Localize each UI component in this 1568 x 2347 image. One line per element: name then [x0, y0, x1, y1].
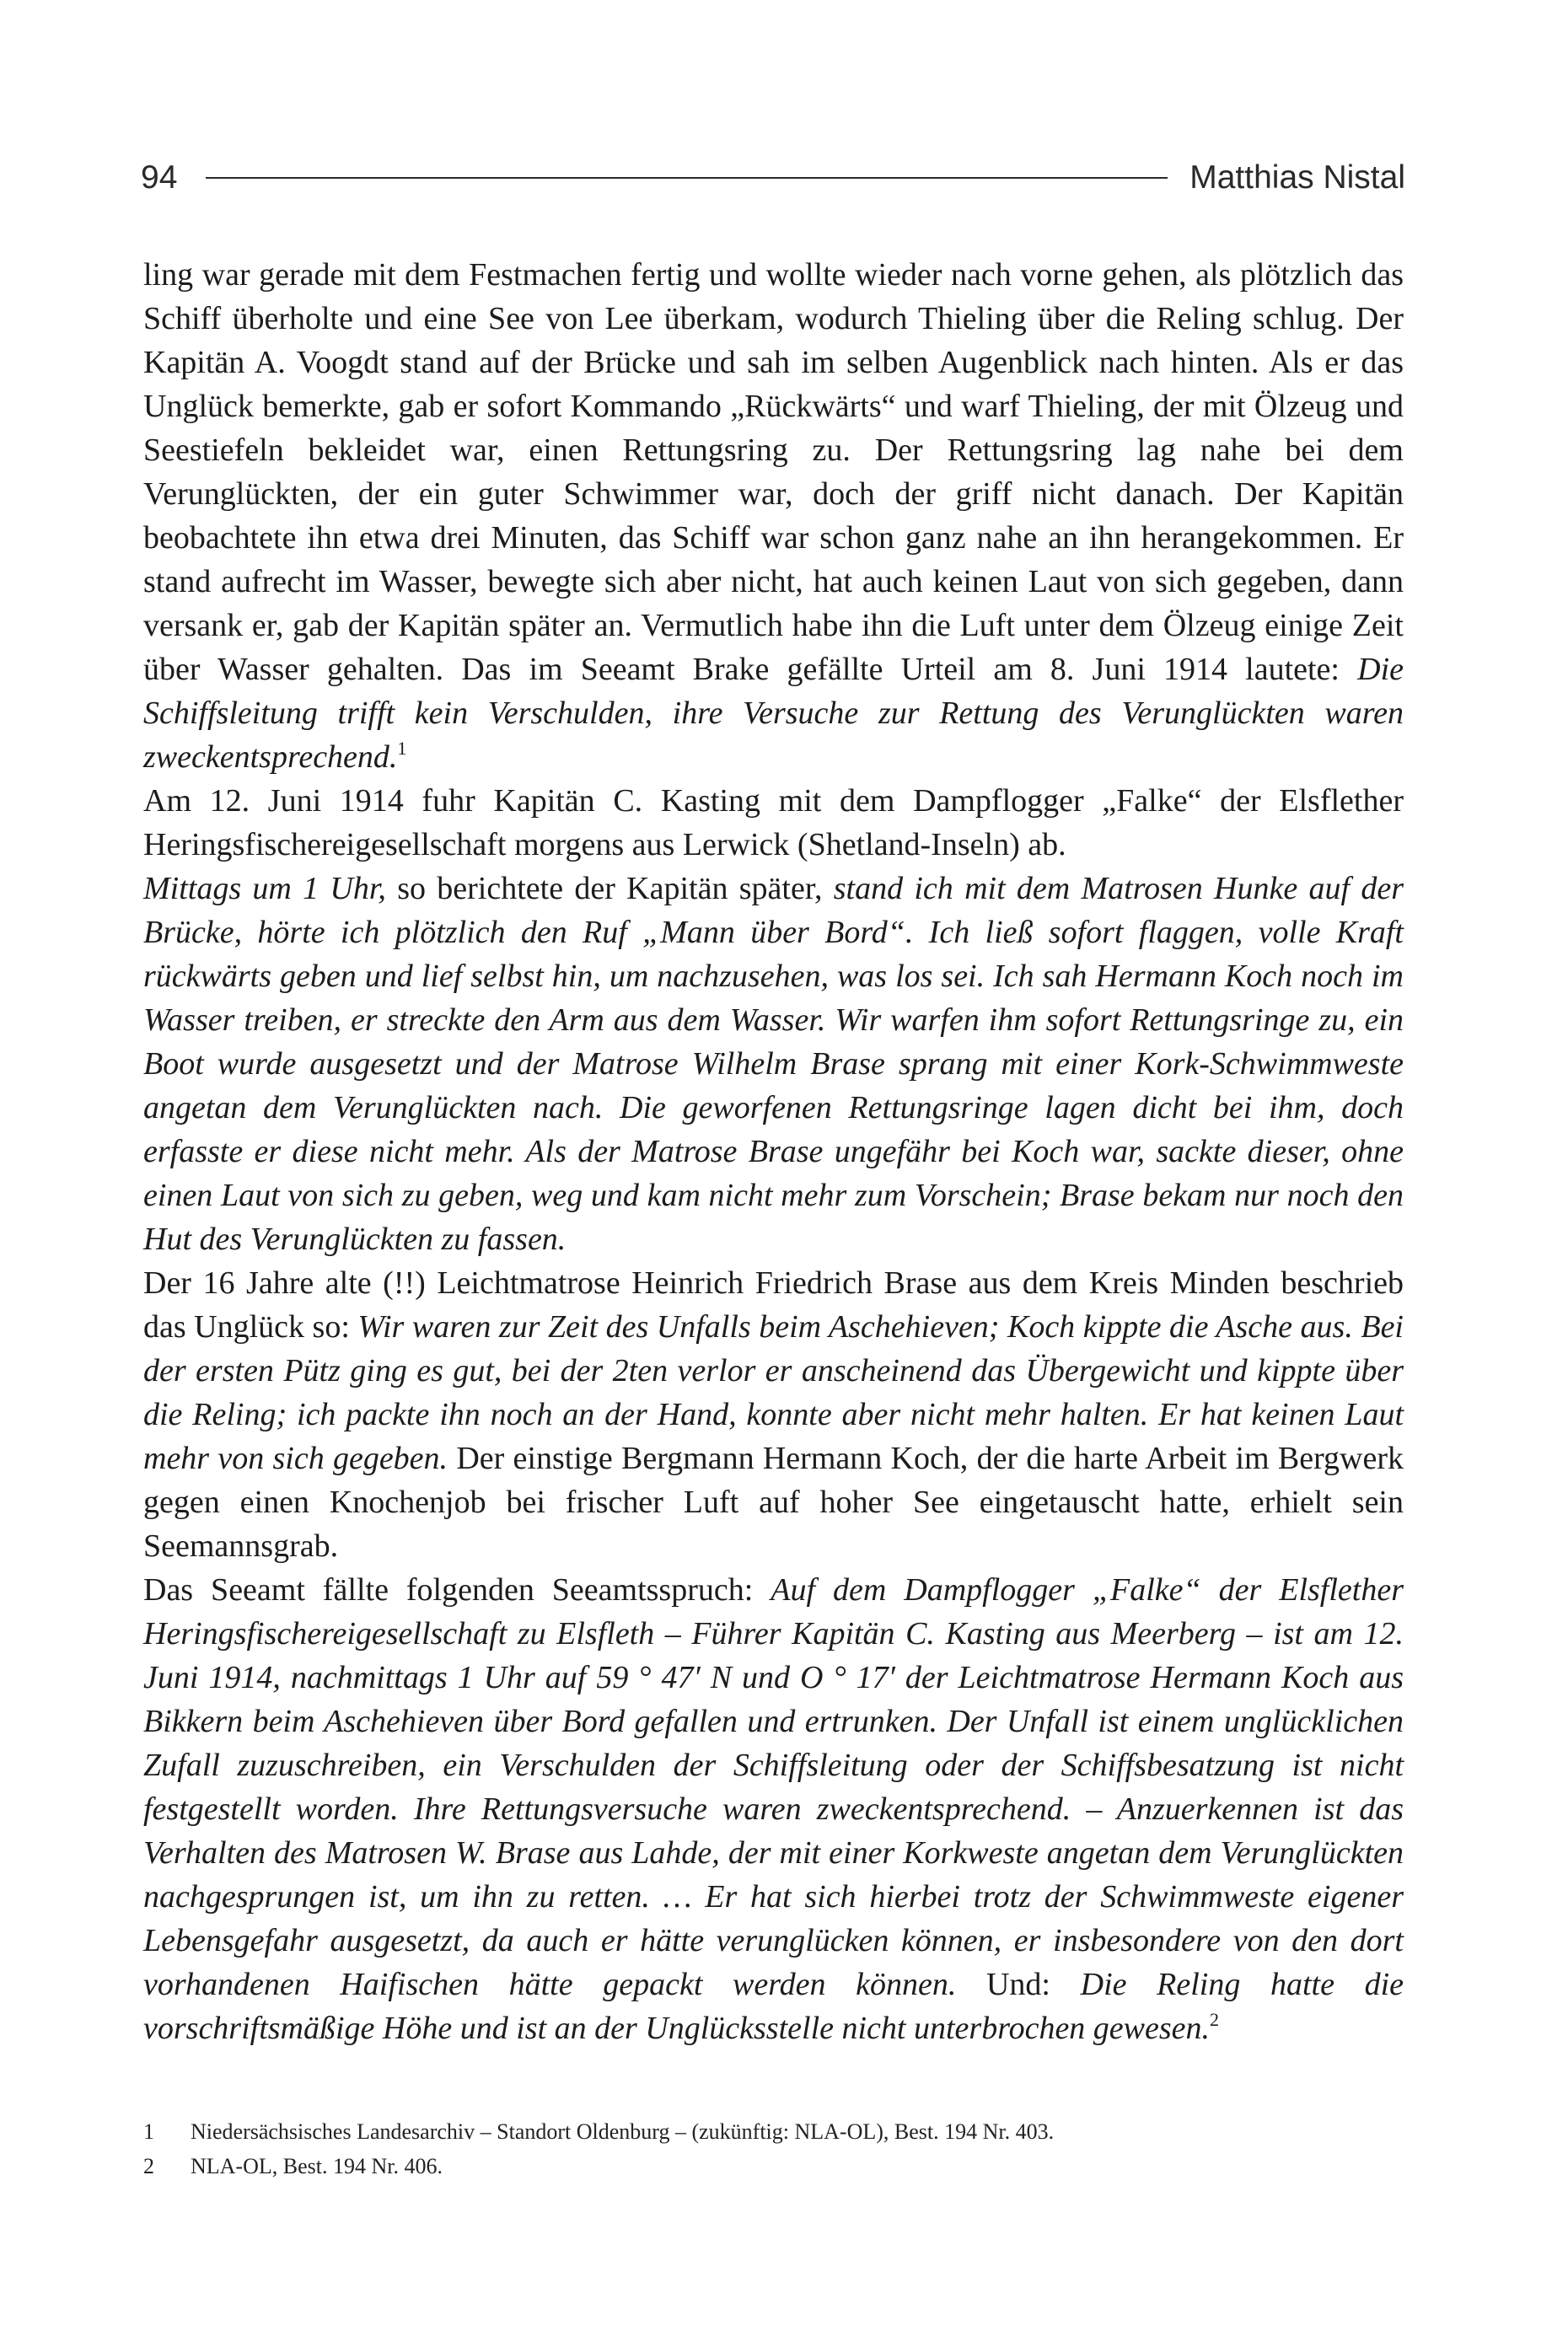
- text-run: so berichtete der Kapitän später,: [397, 871, 834, 906]
- text-run: Am 12. Juni 1914 fuhr Kapitän C. Kasting mit dem Dampflogger „Falke“ der Elsflether Heringsfischereigesellschaft morgens aus Lerwick (Shetland-Inseln) ab.: [143, 783, 1404, 862]
- text-run: ling war gerade mit dem Festmachen fertig und wollte wieder nach vorne gehen, als plötzlich das Schiff überholte und eine See von Lee überkam, wodurch Thieling über die Reling schlug. Der Kapitän A. Voogdt stand auf der Brücke und sah im selben Augenblick nach hinten. Als er das Unglück bemerkte, gab er sofort Kommando „Rückwärts“ und warf Thieling, der mit Ölzeug und Seestiefeln bekleidet war, einen Rettungsring zu. Der Rettungsring lag nahe bei dem Verunglückten, der ein guter Schwimmer war, doch der griff nicht danach. Der Kapitän beobachtete ihn etwa drei Minuten, das Schiff war schon ganz nahe an ihn herangekommen. Er stand aufrecht im Wasser, bewegte sich aber nicht, hat auch keinen Laut von sich gegeben, dann versank er, gab der Kapitän später an. Vermutlich habe ihn die Luft unter dem Ölzeug einige Zeit über Wasser gehalten. Das im Seeamt Brake gefällte Urteil am 8. Juni 1914 lautete:: [143, 257, 1404, 687]
- footnote-number: 2: [143, 2154, 154, 2178]
- footnote-ref: 1: [397, 738, 407, 759]
- paragraph: [143, 779, 1404, 867]
- footnote-text: Niedersächsisches Landesarchiv – Standort Oldenburg – (zukünftig: NLA-OL), Best. 194 Nr. 403.: [191, 2119, 1055, 2144]
- italic-quote: Auf dem Dampflogger „Falke“ der Elsflether Heringsfischereigesellschaft zu Elsfleth – Führer Kapitän C. Kasting aus Meerberg – ist am 12. Juni 1914, nachmittags 1 Uhr auf 59 ° 47′ N und O ° 17′ der Leichtmatrose Hermann Koch aus Bikkern beim Aschehieven über Bord gefallen und ertrunken. Der Unfall ist einem unglücklichen Zufall zuzuschreiben, ein Verschulden der Schiffsleitung oder der Schiffsbesatzung ist nicht festgestellt worden. Ihre Rettungsversuche waren zweckentsprechend. – Anzuerkennen ist das Verhalten des Matrosen W. Brase aus Lahde, der mit einer Korkweste angetan dem Verunglückten nachgesprungen ist, um ihn zu retten. … Er hat sich hierbei trotz der Schwimmweste eigener Lebensgefahr ausgesetzt, da auch er hätte verunglücken können, er insbesondere von den dort vorhandenen Haifischen hätte gepackt werden können.: [143, 1572, 1404, 2002]
- footnotes: [143, 2114, 1404, 2183]
- paragraph: [143, 1261, 1404, 1568]
- footnote: [143, 2114, 1404, 2149]
- header-rule: [206, 177, 1168, 179]
- italic-quote: Wir waren zur Zeit des Unfalls beim Aschehieven; Koch kippte die Asche aus. Bei der ersten Pütz ging es gut, bei der 2ten verlor er anscheinend das Übergewicht und kippte über die Reling; ich packte ihn noch an der Hand, konnte aber nicht mehr halten. Er hat keinen Laut mehr von sich gegeben.: [143, 1309, 1404, 1476]
- text-run: Und:: [956, 1967, 1081, 2002]
- paragraph: [143, 867, 1404, 1261]
- text-run: Der 16 Jahre alte (!!) Leichtmatrose Heinrich Friedrich Brase aus dem Kreis Minden beschrieb das Unglück so:: [143, 1265, 1404, 1345]
- text-run: Der einstige Bergmann Hermann Koch, der die harte Arbeit im Bergwerk gegen einen Knochenjob bei frischer Luft auf hoher See eingetauscht hatte, erhielt sein Seemannsgrab.: [143, 1441, 1404, 1564]
- running-header: [141, 148, 1405, 207]
- paragraph: [143, 1568, 1404, 2050]
- italic-quote: stand ich mit dem Matrosen Hunke auf der Brücke, hörte ich plötzlich den Ruf „Mann über Bord“. Ich ließ sofort flaggen, volle Kraft rückwärts geben und lief selbst hin, um nachzusehen, was los sei. Ich sah Hermann Koch noch im Wasser treiben, er streckte den Arm aus dem Wasser. Wir warfen ihm sofort Rettungsringe zu, ein Boot wurde ausgesetzt und der Matrose Wilhelm Brase sprang mit einer Kork-Schwimmweste angetan dem Verunglückten nach. Die geworfenen Rettungsringe lagen dicht bei ihm, doch erfasste er diese nicht mehr. Als der Matrose Brase ungefähr bei Koch war, sackte dieser, ohne einen Laut von sich zu geben, weg und kam nicht mehr zum Vorschein; Brase bekam nur noch den Hut des Verunglückten zu fassen.: [143, 871, 1404, 1257]
- footnote-text: NLA-OL, Best. 194 Nr. 406.: [191, 2154, 443, 2178]
- main-text: [143, 253, 1404, 2050]
- footnote: [143, 2149, 1404, 2183]
- paragraph: [143, 253, 1404, 779]
- italic-quote: Mittags um 1 Uhr,: [143, 871, 398, 906]
- footnote-ref: 2: [1210, 2009, 1220, 2030]
- text-run: Das Seeamt fällte folgenden Seeamtsspruch:: [143, 1572, 771, 1608]
- italic-quote: Die Reling hatte die vorschriftsmäßige Höhe und ist an der Unglücksstelle nicht unterbrochen gewesen.: [143, 1967, 1404, 2046]
- italic-quote: Die Schiffsleitung trifft kein Verschulden, ihre Versuche zur Rettung des Verunglückten waren zweckentsprechend.: [143, 652, 1404, 775]
- running-head-author: Matthias Nistal: [1189, 159, 1405, 196]
- footnote-number: 1: [143, 2119, 154, 2144]
- page-number: 94: [141, 159, 178, 196]
